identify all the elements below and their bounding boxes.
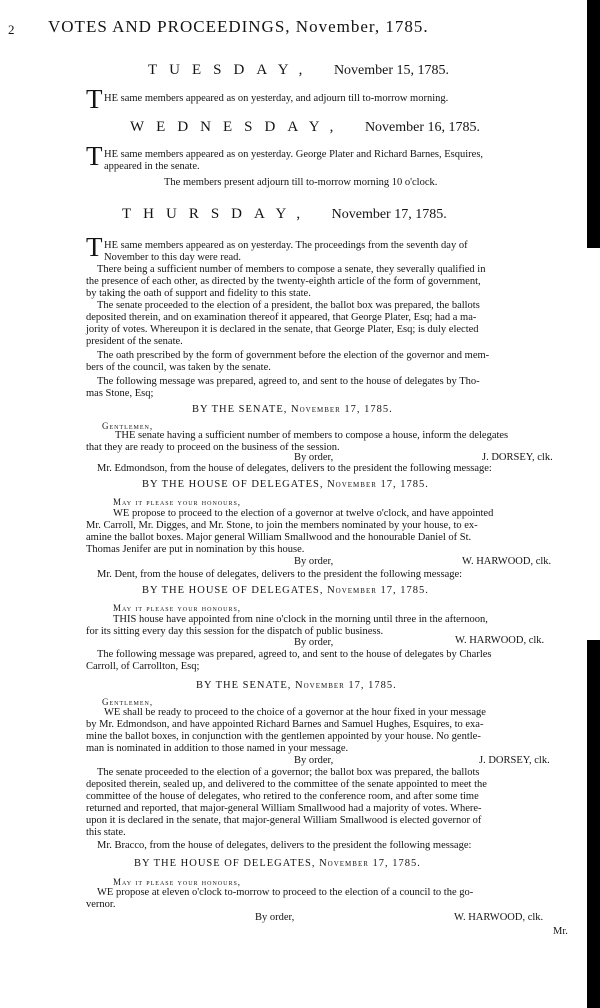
paragraph-line: by Mr. Edmondson, and have appointed Richard Barnes and Samuel Hughes, Esquires, to exa- [86, 719, 484, 730]
running-title: VOTES AND PROCEEDINGS, November, 1785. [48, 17, 429, 36]
paragraph-line: committee of the house of delegates, who retired to the conference room, and after some time [86, 791, 479, 802]
paragraph-line: The senate proceeded to the election of a governor; the ballot box was prepared, the ballots [97, 767, 480, 778]
paragraph-line: jority of votes. Whereupon it is declared in the senate, that George Plater, Esq; is duly elected [86, 324, 479, 335]
day-heading-wednesday [130, 119, 480, 136]
paragraph-line: Mr. Carroll, Mr. Digges, and Mr. Stone, to join the members nominated by your house, to ex- [86, 520, 478, 531]
paragraph-line: WE propose to proceed to the election of a governor at twelve o'clock, and have appointed [113, 508, 494, 519]
paragraph-line: The members present adjourn till to-morrow morning 10 o'clock. [164, 177, 438, 188]
paragraph-line: WE shall be ready to proceed to the choice of a governor at the hour fixed in your message [104, 707, 486, 718]
by-order: By order, [294, 755, 334, 766]
paragraph-line: mas Stone, Esq; [86, 388, 154, 399]
message-heading: BY THE HOUSE OF DELEGATES, November 17, 1785. [134, 858, 421, 869]
by-order: By order, [294, 452, 334, 463]
signature: W. HARWOOD, clk. [454, 912, 544, 923]
day-date: November 15, 1785. [333, 63, 450, 78]
paragraph-line: The following message was prepared, agreed to, and sent to the house of delegates by Charles [97, 649, 492, 660]
paragraph-line: Mr. Edmondson, from the house of delegates, delivers to the president the following message: [97, 463, 492, 474]
paragraph-line: WE propose at eleven o'clock to-morrow to proceed to the election of a council to the go- [97, 887, 474, 898]
day-name: TUESDAY, [148, 62, 315, 78]
paragraph-line: amine the ballot boxes. Major general William Smallwood and the honourable Daniel of St. [86, 532, 472, 543]
day-date: November 17, 1785. [331, 207, 447, 222]
paragraph-line: THIS house have appointed from nine o'clock in the morning until three in the afternoon, [113, 614, 488, 625]
paragraph-line: returned and reported, that major-general William Smallwood had a majority of votes. Where- [86, 803, 482, 814]
drop-cap: T [86, 84, 103, 114]
catchword: Mr. [553, 926, 568, 937]
day-name: WEDNESDAY, [130, 119, 346, 135]
paragraph-line: THE senate having a sufficient number of members to compose a house, inform the delegates [115, 430, 509, 441]
message-heading: BY THE HOUSE OF DELEGATES, November 17, 1785. [142, 479, 429, 490]
paragraph-line: the presence of each other, as directed by the twenty-eighth article of the form of government, [86, 276, 481, 287]
paragraph-line: deposited therein, and on examination thereof it appeared, that George Plater, Esq; had a ma- [86, 312, 477, 323]
day-heading-thursday [122, 206, 447, 223]
page-number: 2 [8, 22, 15, 37]
paragraph-line: upon it is declared in the senate, that major-general William Smallwood is elected governor of [86, 815, 482, 826]
paragraph-line: The senate proceeded to the election of a president, the ballot box was prepared, the ballots [97, 300, 480, 311]
signature: J. DORSEY, clk. [482, 452, 553, 463]
paragraph-line: November to this day were read. [104, 252, 242, 263]
paragraph-line: deposited therein, sealed up, and delivered to the committee of the senate appointed to meet the [86, 779, 487, 790]
paragraph-line: for its sitting every day this session for the dispatch of public business. [86, 626, 384, 637]
scan-edge [587, 640, 600, 1008]
salutation: Gentlemen, [102, 421, 154, 431]
paragraph-line: Thomas Jenifer are put in nomination by this house. [86, 544, 305, 555]
paragraph-line: bers of the council, was taken by the senate. [86, 362, 271, 373]
message-heading: BY THE SENATE, November 17, 1785. [192, 404, 393, 415]
paragraph-line: by taking the oath of support and fidelity to this state. [86, 288, 311, 299]
day-heading-tuesday [148, 62, 449, 79]
paragraph-line: that they are ready to proceed on the business of the session. [86, 442, 340, 453]
paragraph-line: HE same members appeared as on yesterday, and adjourn till to-morrow morning. [104, 93, 449, 104]
paragraph-line: president of the senate. [86, 336, 183, 347]
paragraph-line: Mr. Dent, from the house of delegates, delivers to the president the following message: [97, 569, 463, 580]
paragraph-line: Carroll, of Carrollton, Esq; [86, 661, 200, 672]
signature: W. HARWOOD, clk. [455, 635, 545, 646]
paragraph-line: The following message was prepared, agreed to, and sent to the house of delegates by Tho- [97, 376, 480, 387]
paragraph-line: vernor. [86, 899, 116, 910]
paragraph-line: There being a sufficient number of members to compose a senate, they severally qualified in [97, 264, 486, 275]
paragraph-line: man is nominated in addition to those named in your message. [86, 743, 349, 754]
by-order: By order, [294, 637, 334, 648]
paragraph-line: mine the ballot boxes, in conjunction with the gentlemen appointed by your house. No gentle- [86, 731, 481, 742]
drop-cap: T [86, 232, 103, 262]
paragraph-line: appeared in the senate. [104, 161, 200, 172]
message-heading: BY THE SENATE, November 17, 1785. [196, 680, 397, 691]
paragraph-line: The oath prescribed by the form of government before the election of the governor and mem- [97, 350, 490, 361]
paragraph-line: this state. [86, 827, 126, 838]
by-order: By order, [255, 912, 295, 923]
message-heading: BY THE HOUSE OF DELEGATES, November 17, 1785. [142, 585, 429, 596]
signature: W. HARWOOD, clk. [462, 556, 552, 567]
drop-cap: T [86, 141, 103, 171]
paragraph-line: HE same members appeared as on yesterday. The proceedings from the seventh day of [104, 240, 468, 251]
salutation: May it please your honours, [113, 877, 242, 887]
signature: J. DORSEY, clk. [479, 755, 550, 766]
day-date: November 16, 1785. [364, 120, 481, 135]
paragraph-line: Mr. Bracco, from the house of delegates, delivers to the president the following message: [97, 840, 472, 851]
day-name: THURSDAY, [122, 206, 313, 222]
salutation: May it please your honours, [113, 603, 242, 613]
scan-edge [587, 0, 600, 248]
salutation: May it please your honours, [113, 497, 242, 507]
by-order: By order, [294, 556, 334, 567]
paragraph-line: HE same members appeared as on yesterday. George Plater and Richard Barnes, Esquires, [104, 149, 484, 160]
salutation: Gentlemen, [102, 697, 154, 707]
